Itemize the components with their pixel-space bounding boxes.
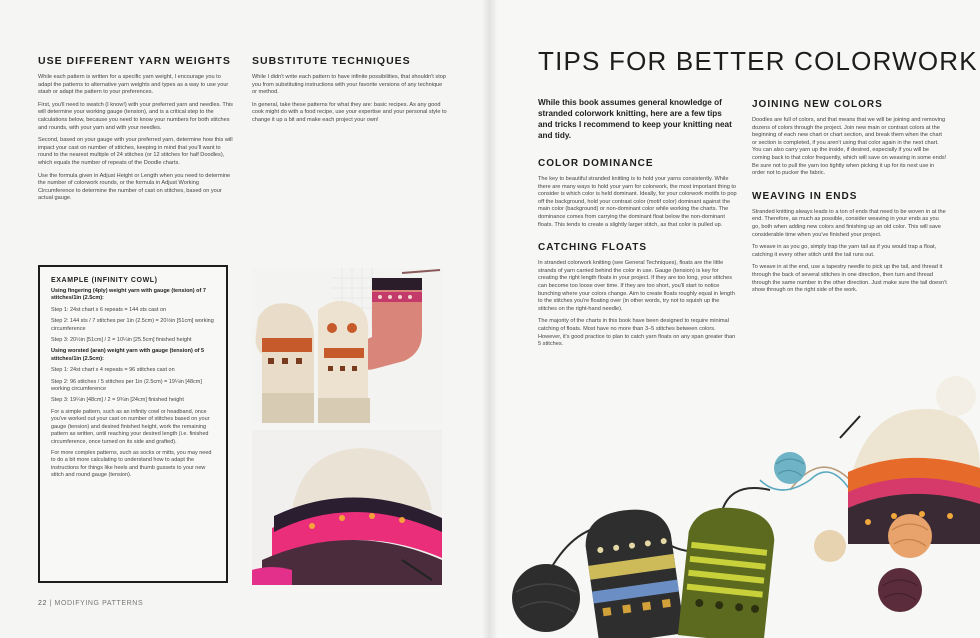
note-paragraph: For more complex patterns, such as socks or mitts, you may need to do a bit more calculating to understand how to adapt the instructions for things like heels and thumb gussets to your new stitch and round gauge (tension).: [51, 449, 212, 479]
paragraph: Stranded knitting always leads to a ton of ends that need to be woven in at the end. Therefore, as much as possible, consider weaving in your ends as you go, both when adding new colors and finishing up an old color. This will save considerable time when you've finished your project.: [752, 208, 946, 238]
paragraph: Second, based on your gauge with your preferred yarn, determine how this will impact your cast on number of stitches, keeping in mind that you'll want to round to the nearest multiple of 24 stitches (or 12 stitches for half Doodles), which equals the number of repeats of the Doodle charts.: [38, 137, 233, 166]
hat-illustration: [252, 430, 442, 585]
paragraph: To weave in as you go, simply trap the yarn tail as if you would trap a float, catching it every other stitch until the tail runs out.: [752, 244, 937, 258]
section-heading: USE DIFFERENT YARN WEIGHTS: [38, 55, 231, 67]
section-heading: SUBSTITUTE TECHNIQUES: [252, 55, 411, 67]
substitute-techniques-section: [252, 55, 448, 130]
calc-step: Step 2: 96 stitches / 5 stitches per 1in (2.5cm) = 19¼in [48cm] working circumference: [51, 378, 202, 393]
paragraph: While I didn't write each pattern to have infinite possibilities, that shouldn't stop you from substituting instructions with your favorite versions of any technique or method.: [252, 74, 446, 96]
right-column-2: [752, 99, 948, 300]
paragraph: While each pattern is written for a specific yarn weight, I encourage you to adapt the patterns to alternative yarn weights and types as a way to use your stash or adapt the pattern to your preferences.: [38, 74, 229, 96]
paragraph: To weave in at the end, use a tapestry needle to pick up the tail, and thread it through the back of several stitches in one direction, then turn and thread through the same number in the other direction. Just make sure the tail doesn't show through on the right side of the work.: [752, 264, 947, 294]
calc-step: Step 3: 19¼in [48cm] / 2 = 9¾in [24cm] finished height: [51, 397, 184, 404]
knitting-flatlay-photo: [490, 360, 980, 638]
mittens-sock-illustration: [252, 268, 442, 423]
section-name: MODIFYING PATTERNS: [54, 600, 144, 607]
gauge-label: Using fingering (4ply) weight yarn with gauge (tension) of 7 stitches/1in (2.5cm):: [51, 288, 206, 302]
intro-paragraph: While this book assumes general knowledge of stranded colorwork knitting, here are a few tips and tricks I recommend to keep your knitting neat and tidy.: [538, 98, 732, 140]
right-column-1: [538, 158, 738, 354]
footer-separator: |: [49, 600, 52, 607]
page-footer: [38, 600, 143, 607]
paragraph: Use the formula given in Adjust Height or Length when you need to determine the number of colorwork rounds, or the formula in Adjust Working Circumference to determine the number of cast on stitches, based on your actual gauge.: [38, 172, 231, 202]
section-heading: WEAVING IN ENDS: [752, 190, 858, 202]
paragraph: First, you'll need to swatch (I know!) with your preferred yarn and needles. This will determine your working gauge (tension), and is a critical step to the calculations below, because you need to know your numbers for both stitches and rounds, with your yarn and with your needles.: [38, 101, 233, 131]
note-paragraph: For a simple pattern, such as an infinity cowl or headband, once you've worked out your cast on number of stitches based on your gauge (tension) and desired finished height, work the remaining pattern as written, until reaching your desired length (i.e. finished circumference, once turned on its side and grafted).: [51, 408, 210, 445]
mittens-sock-photo: [252, 268, 442, 423]
paragraph: In stranded colorwork knitting (see General Techniques), floats are the little strands of yarn carried behind the color in use. Gauge (tension) is key for creating the right length floats in your project. If they are too long, your stitches can become too loose over time. If they are too short, you'll start to notice bunching where your colors change. Aim to create floats roughly equal in length to the stitches you're floating over (in other words, try not to squish up the stitches on the right-hand needle).: [538, 260, 735, 312]
calc-step: Step 2: 144 sts / 7 stitches per 1in (2.5cm) = 20½in [51cm] working circumference: [51, 318, 214, 332]
paragraph: In general, take these patterns for what they are: basic recipes. As any good cook might do with a food recipe, use your expertise and your personal style to change it up a bit and make each project your own!: [252, 101, 447, 123]
paragraph: Doodles are full of colors, and that means that we will be joining and removing dozens of colors through the project. Join new main or contrast colors at the beginning of each new chart or chart section, and break them when the chart or section is completed, if you aren't using that color again in the next chart. You can also carry yarn up the inside, if desired, especially if you will be coming back to that color frequently, which will save on weaving in some ends! Be sure not to pull the yarn too tightly when picking it up for its next use in order not to pucker the fabric.: [752, 117, 947, 177]
calc-step: Step 3: 20½in [51cm] / 2 = 10¼in [25.5cm] finished height: [51, 337, 192, 344]
hat-photo: [252, 430, 442, 585]
page-number: 22: [38, 600, 47, 607]
section-heading: JOINING NEW COLORS: [752, 99, 883, 110]
section-heading: COLOR DOMINANCE: [538, 158, 654, 169]
section-heading: CATCHING FLOATS: [538, 242, 648, 254]
knitting-flatlay-illustration: [490, 360, 980, 638]
calc-step: Step 1: 24st chart x 6 repeats = 144 sts cast on: [51, 306, 167, 313]
gauge-label: Using worsted (aran) weight yarn with gauge (tension) of 5 stitches/1in (2.5cm):: [51, 348, 205, 362]
page-title: TIPS FOR BETTER COLORWORK: [538, 46, 978, 76]
example-box: [38, 265, 228, 583]
calc-step: Step 1: 24st chart x 4 repeats = 96 stitches cast on: [51, 367, 175, 374]
paragraph: The key to beautiful stranded knitting is to hold your yarns consistently. While there are many ways to hold your yarn for colorwork, the most important thing to consider is which color is held dominant. Ideally, for your colorwork motifs to pop off the background, hold your contrast color (motif color) dominant against the main color (background) or non-dominant color while working the charts. The dominance comes from carrying the dominant float below the non-dominant floats. This tends to create a slightly larger stitch, as that color is pulled up.: [538, 176, 737, 228]
yarn-weights-section: [38, 55, 234, 208]
example-heading: EXAMPLE (INFINITY COWL): [51, 277, 158, 284]
paragraph: The majority of the charts in this book have been designed to require minimal catching of floats. Most have no more than 3–5 stitches between colors. However, it's good practice to plan to catch yarn floats on any span greater than 5 stitches.: [538, 318, 736, 348]
